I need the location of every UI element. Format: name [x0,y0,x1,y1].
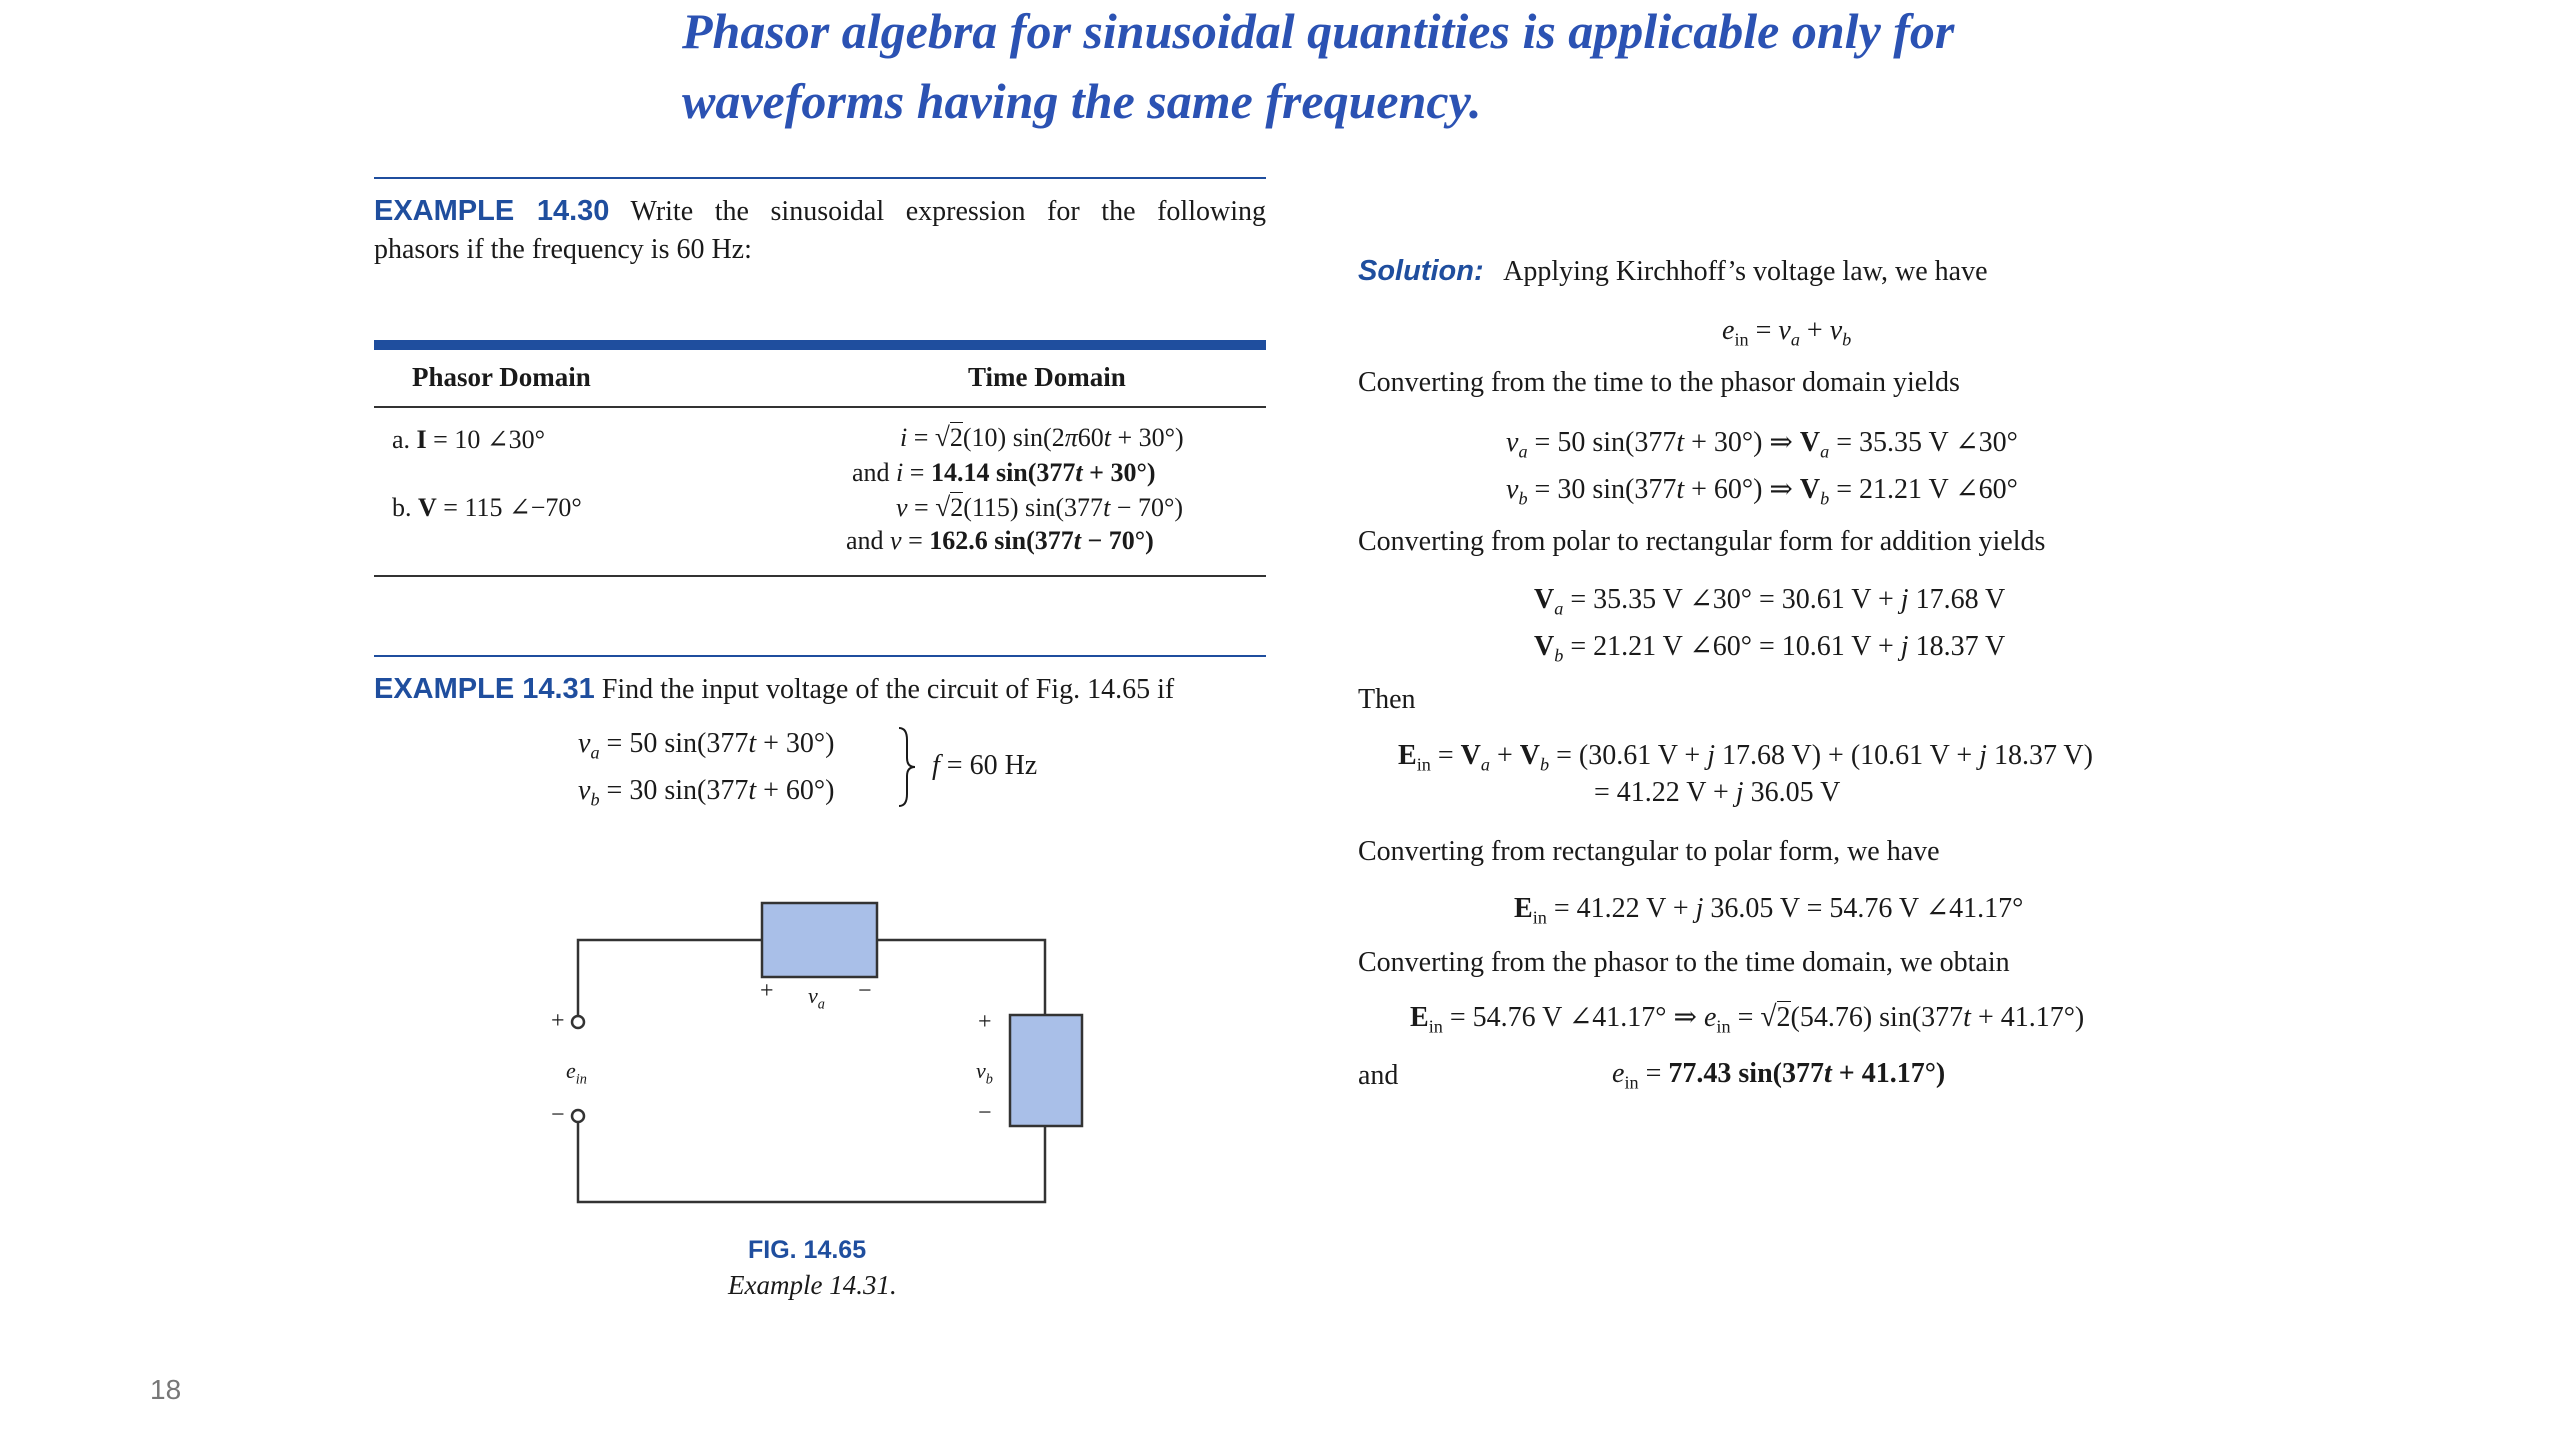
example-1430-block [374,192,1266,269]
figure-caption: Example 14.31. [728,1270,897,1300]
example-1430-label: EXAMPLE 14.30 [374,195,610,227]
figure-label: FIG. 14.65 [748,1236,867,1264]
table-row-b-time-2: and v = 162.6 sin(377t − 70°) [846,526,1154,555]
terminal-plus [572,1016,584,1028]
header-line-2: waveforms having the same frequency. [682,73,1482,129]
va-conversion: $v_a = 50$ sin(377t + 30°) ⇒ $V_a = 35.35$ V ∠30° [1506,427,2018,462]
vb-plus-sign: + [978,1009,992,1035]
wire-top-right [877,940,1045,1015]
vb-label: $v_b$ [976,1058,993,1088]
solution-and: and [1358,1060,1399,1091]
wire-top-left [578,940,762,1016]
va-plus-sign: + [760,978,774,1004]
va-rectangular: $V_a = 35.35$ V ∠30° = 30.61 V + j 17.68 V [1534,584,2006,619]
table-bottom-rule [374,575,1266,577]
element-b-box [1010,1015,1082,1126]
given-vb: $v_b = 30$ sin(377t + 60°) [578,775,835,810]
solution-step-3: Converting from rectangular to polar form, we have [1358,836,1940,867]
solution-step-1: Converting from the time to the phasor domain yields [1358,367,1960,398]
table-row-a-time-1: i = √2(10) sin(2π60t + 30°) [900,422,1184,452]
example-1431-text: Find the input voltage of the circuit of Fig. 14.65 if [601,674,1175,705]
solution-then: Then [1358,684,1416,715]
example-1430-text-1: Write the sinusoidal expression for the following [630,196,1266,227]
wire-bottom [578,1122,1045,1202]
solution-step-2: Converting from polar to rectangular form for addition yields [1358,526,2046,557]
example-1431-heading [374,670,1266,709]
example-1431-label: EXAMPLE 14.31 [374,673,595,705]
ein-sum-line-1: $E_{in} = V_a + V_b = (30.61$ V + j 17.68 V) + (10.61 V + j 18.37 V) [1398,740,2093,775]
brace-icon [895,726,919,808]
table-header-time: Time Domain [968,362,1126,392]
ein-sum-line-2: = 41.22 V + j 36.05 V [1594,777,1841,808]
table-header-phasor: Phasor Domain [412,362,591,392]
kvl-equation: $e_{in} = v_a + v_b$ [1722,315,1852,350]
final-answer: $e_{in} = 77.43$ sin(377t + 41.17°) [1612,1058,1946,1093]
header-line-1: Phasor algebra for sinusoidal quantities is applicable only for [682,3,1955,59]
va-label: $v_a$ [808,983,825,1013]
element-a-box [762,903,877,977]
ein-polar: $E_{in} = 41.22$ V + j 36.05 V = 54.76 V ∠41.17° [1514,893,2024,928]
vb-conversion: $v_b = 30$ sin(377t + 60°) ⇒ $V_b = 21.21$ V ∠60° [1506,474,2018,509]
solution-step-4: Converting from the phasor to the time domain, we obtain [1358,947,2010,978]
vb-minus-sign: − [978,1100,992,1126]
table-row-a-phasor: a. I = 10 ∠30° [392,425,546,454]
page-number: 18 [150,1374,182,1405]
vb-rectangular: $V_b = 21.21$ V ∠60° = 10.61 V + j 18.37 V [1534,631,2006,666]
table-header-rule [374,406,1266,408]
terminal-minus [572,1110,584,1122]
solution-intro: Applying Kirchhoff’s voltage law, we have [1503,256,1988,287]
ein-plus-sign: + [551,1008,565,1034]
ein-minus-sign: − [551,1102,565,1128]
divider-top [374,177,1266,179]
table-top-rule [374,340,1266,350]
ein-label: $e_{in}$ [566,1058,587,1088]
given-va: $v_a = 50$ sin(377t + 30°) [578,728,835,763]
circuit-diagram [540,890,1100,1210]
table-row-a-time-2: and i = 14.14 sin(377t + 30°) [852,458,1156,487]
va-minus-sign: − [858,978,872,1004]
example-1430-text-2: phasors if the frequency is 60 Hz: [374,234,752,266]
given-frequency: f = 60 Hz [932,750,1038,781]
solution-label: Solution: [1358,255,1484,287]
table-row-b-phasor: b. V = 115 ∠−70° [392,493,582,522]
divider-example-1431 [374,655,1266,657]
solution-intro-line [1358,255,1988,288]
table-row-b-time-1: v = √2(115) sin(377t − 70°) [896,492,1184,522]
ein-time-domain: $E_{in} = 54.76$ V ∠41.17° ⇒ $e_{in} = √2(54.76) \sin(377t + 41.17^\circ)$ [1410,1001,2085,1037]
